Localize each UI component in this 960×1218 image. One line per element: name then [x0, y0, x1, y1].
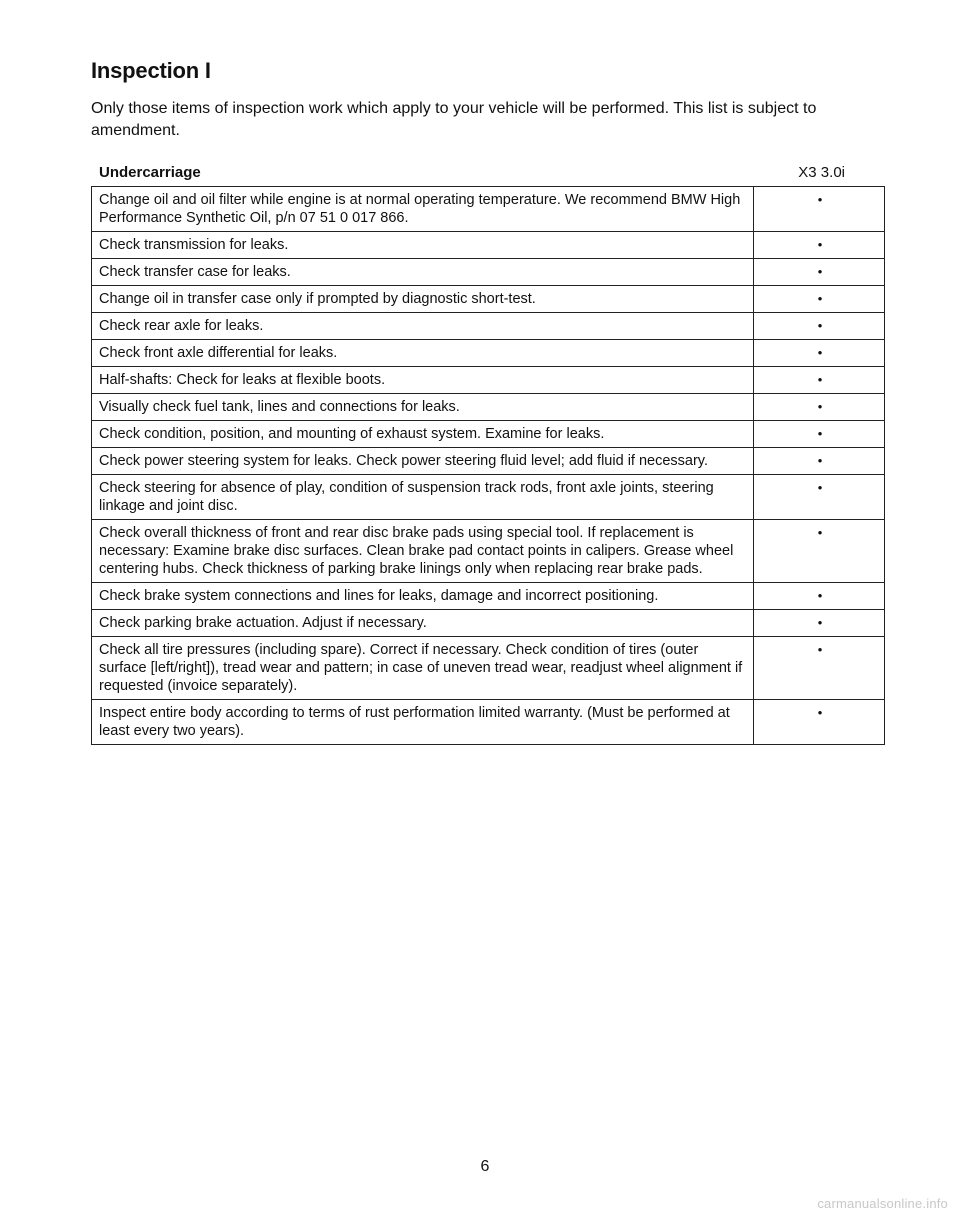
inspection-item-text: Check all tire pressures (including spare). Correct if necessary. Check condition of tires (outer surface [left/right]), tread wear and pattern; in case of uneven tread wear, readjust wheel alignment if requested (invoice separately). [92, 637, 754, 700]
applicability-cell [754, 448, 885, 475]
watermark: carmanualsonline.info [817, 1196, 948, 1211]
inspection-item-text: Check transmission for leaks. [92, 232, 754, 259]
bullet-icon: • [817, 264, 823, 279]
applicability-cell [754, 520, 885, 583]
inspection-item-text: Check front axle differential for leaks. [92, 340, 754, 367]
inspection-item-text: Inspect entire body according to terms of rust performation limited warranty. (Must be performed at least every two years). [92, 700, 754, 745]
table-row [92, 187, 885, 232]
bullet-icon: • [817, 588, 823, 603]
inspection-item-text: Check transfer case for leaks. [92, 259, 754, 286]
inspection-item-text: Change oil and oil filter while engine is at normal operating temperature. We recommend BMW High Performance Synthetic Oil, p/n 07 51 0 017 866. [92, 187, 754, 232]
model-heading: X3 3.0i [798, 164, 845, 181]
applicability-cell [754, 367, 885, 394]
bullet-icon: • [817, 192, 823, 207]
inspection-table-body [92, 187, 885, 745]
table-row [92, 610, 885, 637]
bullet-icon: • [817, 615, 823, 630]
bullet-icon: • [817, 426, 823, 441]
bullet-icon: • [817, 291, 823, 306]
inspection-item-text: Check steering for absence of play, condition of suspension track rods, front axle joints, steering linkage and joint disc. [92, 475, 754, 520]
bullet-icon: • [817, 399, 823, 414]
bullet-icon: • [817, 525, 823, 540]
inspection-table-section [91, 162, 885, 745]
inspection-table [91, 186, 885, 745]
inspection-item-text: Check overall thickness of front and rear disc brake pads using special tool. If replacement is necessary: Examine brake disc surfaces. Clean brake pad contact points in calipers. Grease wheel centering hubs. Check thickness of parking brake linings only when replacing rear brake pads. [92, 520, 754, 583]
page-number: 6 [480, 1158, 490, 1175]
applicability-cell [754, 637, 885, 700]
table-row [92, 475, 885, 520]
applicability-cell [754, 313, 885, 340]
inspection-item-text: Check power steering system for leaks. Check power steering fluid level; add fluid if necessary. [92, 448, 754, 475]
inspection-item-text: Check rear axle for leaks. [92, 313, 754, 340]
table-row [92, 232, 885, 259]
table-row [92, 394, 885, 421]
table-row [92, 259, 885, 286]
inspection-item-text: Check condition, position, and mounting of exhaust system. Examine for leaks. [92, 421, 754, 448]
table-row [92, 637, 885, 700]
applicability-cell [754, 475, 885, 520]
applicability-cell [754, 340, 885, 367]
applicability-cell [754, 583, 885, 610]
bullet-icon: • [817, 318, 823, 333]
intro-paragraph: Only those items of inspection work which apply to your vehicle will be performed. This list is subject to amendment. [91, 100, 817, 139]
table-row [92, 313, 885, 340]
table-header-row [91, 162, 885, 186]
inspection-item-text: Check brake system connections and lines for leaks, damage and incorrect positioning. [92, 583, 754, 610]
applicability-cell [754, 700, 885, 745]
table-row [92, 583, 885, 610]
bullet-icon: • [817, 372, 823, 387]
inspection-item-text: Change oil in transfer case only if prompted by diagnostic short-test. [92, 286, 754, 313]
bullet-icon: • [817, 345, 823, 360]
section-heading: Undercarriage [99, 164, 201, 181]
bullet-icon: • [817, 453, 823, 468]
table-row [92, 421, 885, 448]
inspection-item-text: Half-shafts: Check for leaks at flexible boots. [92, 367, 754, 394]
table-row [92, 448, 885, 475]
page-title: Inspection I [91, 58, 211, 83]
applicability-cell [754, 259, 885, 286]
applicability-cell [754, 610, 885, 637]
applicability-cell [754, 421, 885, 448]
table-row [92, 700, 885, 745]
applicability-cell [754, 187, 885, 232]
table-row [92, 340, 885, 367]
bullet-icon: • [817, 642, 823, 657]
bullet-icon: • [817, 705, 823, 720]
inspection-item-text: Visually check fuel tank, lines and connections for leaks. [92, 394, 754, 421]
table-row [92, 367, 885, 394]
bullet-icon: • [817, 480, 823, 495]
inspection-item-text: Check parking brake actuation. Adjust if necessary. [92, 610, 754, 637]
table-row [92, 520, 885, 583]
table-row [92, 286, 885, 313]
applicability-cell [754, 232, 885, 259]
applicability-cell [754, 286, 885, 313]
applicability-cell [754, 394, 885, 421]
bullet-icon: • [817, 237, 823, 252]
